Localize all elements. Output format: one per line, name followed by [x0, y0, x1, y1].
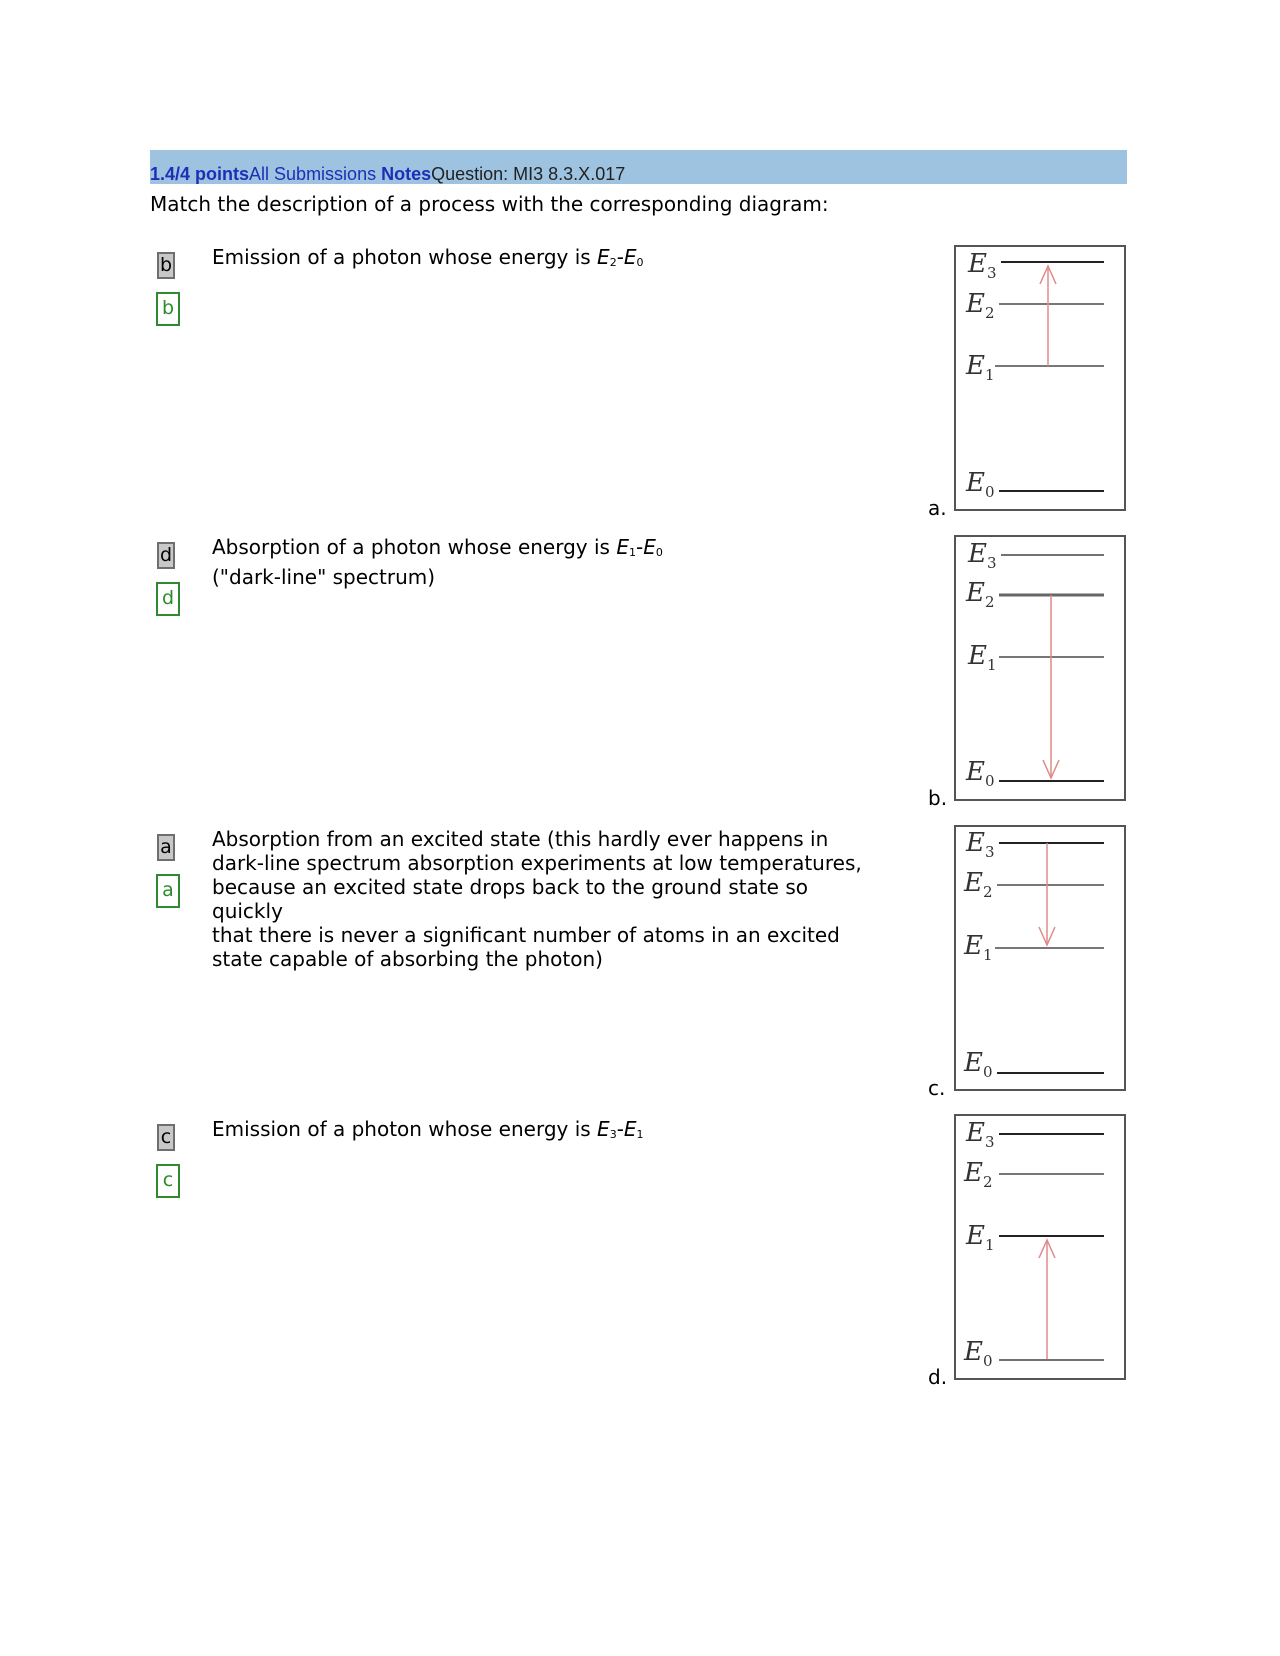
svg-text:E2: $E_2$: [964, 1158, 993, 1191]
energy-diagram-b: [954, 535, 1126, 801]
diagram-letter-b: b.: [928, 786, 948, 810]
points-score: 1.4/4 points: [150, 164, 250, 184]
diagram-letter-a: a.: [928, 496, 947, 520]
svg-text:E2: $E_2$: [966, 578, 995, 611]
svg-text:E1: $E_1$: [964, 931, 993, 964]
notes-link[interactable]: Notes: [381, 164, 432, 184]
selected-answer-1[interactable]: b: [157, 252, 175, 279]
instructions: Match the description of a process with the corresponding diagram:: [150, 192, 829, 216]
svg-text:E0: $E_0$: [966, 468, 995, 501]
svg-text:E1: $E_1$: [968, 641, 997, 674]
correct-answer-2: d: [156, 582, 180, 616]
energy-diagram-c: [954, 825, 1126, 1091]
row-description-4: Emission of a photon whose energy is $E_3-E_1$: [212, 1117, 644, 1141]
energy-diagram-a: [954, 245, 1126, 511]
svg-text:E0: $E_0$: [966, 757, 995, 790]
all-submissions-link[interactable]: All Submissions: [249, 164, 377, 184]
row-description-2: Absorption of a photon whose energy is $E_1-E_0$ ("dark-line" spectrum): [212, 535, 663, 589]
selected-answer-4[interactable]: c: [157, 1124, 175, 1151]
row-description-1: Emission of a photon whose energy is $E_2-E_0$: [212, 245, 644, 269]
svg-text:E2: $E_2$: [964, 868, 993, 901]
svg-text:E1: $E_1$: [966, 351, 995, 384]
diagram-letter-c: c.: [928, 1076, 946, 1100]
svg-text:E3: $E_3$: [966, 1118, 995, 1151]
svg-text:E2: $E_2$: [966, 289, 995, 322]
correct-answer-3: a: [156, 874, 180, 908]
question-header: [150, 150, 1127, 184]
svg-text:E3: $E_3$: [968, 539, 997, 572]
diagram-letter-d: d.: [928, 1365, 948, 1389]
selected-answer-2[interactable]: d: [157, 542, 175, 569]
energy-diagram-d: [954, 1114, 1126, 1380]
svg-text:E3: $E_3$: [968, 249, 997, 282]
svg-text:E3: $E_3$: [966, 828, 995, 861]
svg-text:E1: $E_1$: [966, 1221, 995, 1254]
row-description-3: Absorption from an excited state (this hardly ever happens in dark-line spectrum absorption experiments at low temperatures, because an excited state drops back to the ground state so quickly that there is never a significant number of atoms in an excited state capable of absorbing the photon): [212, 827, 862, 971]
selected-answer-3[interactable]: a: [157, 834, 175, 861]
correct-answer-4: c: [156, 1164, 180, 1198]
svg-text:E0: $E_0$: [964, 1048, 993, 1081]
question-id: Question: MI3 8.3.X.017: [431, 164, 626, 184]
svg-text:E0: $E_0$: [964, 1337, 993, 1370]
correct-answer-1: b: [156, 292, 180, 326]
